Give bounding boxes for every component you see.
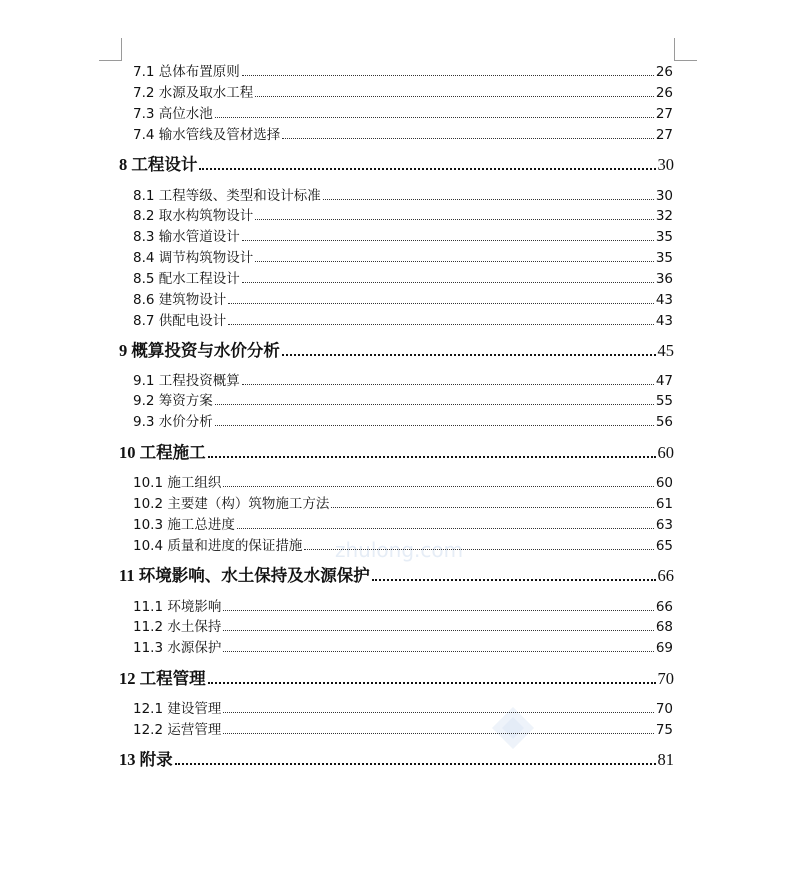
- toc-dot-leader: [208, 681, 656, 684]
- toc-entry-title: 13 附录: [119, 750, 173, 769]
- toc-page-number: 27: [655, 127, 673, 143]
- toc-entry-title: 9.3 水价分析: [133, 414, 213, 430]
- toc-chapter-entry[interactable]: [119, 153, 674, 175]
- toc-page-number: 66: [657, 566, 674, 585]
- toc-section-entry[interactable]: [133, 269, 673, 287]
- toc-entry-title: 9 概算投资与水价分析: [119, 341, 280, 360]
- toc-page-number: 45: [657, 341, 674, 360]
- toc-entry-title: 10.4 质量和进度的保证措施: [133, 538, 303, 554]
- toc-page-number: 69: [655, 640, 673, 656]
- toc-page-number: 26: [655, 64, 673, 80]
- toc-page-number: 32: [655, 208, 673, 224]
- toc-dot-leader: [228, 323, 654, 325]
- toc-dot-leader: [372, 578, 656, 581]
- toc-page-number: 26: [655, 85, 673, 101]
- toc-dot-leader: [175, 762, 656, 765]
- toc-dot-leader: [215, 403, 654, 405]
- toc-dot-leader: [199, 167, 655, 170]
- toc-section-entry[interactable]: [133, 699, 673, 717]
- toc-section-entry[interactable]: [133, 597, 673, 615]
- toc-dot-leader: [282, 137, 654, 139]
- toc-entry-title: 11.1 环境影响: [133, 599, 222, 615]
- toc-dot-leader: [223, 609, 653, 611]
- toc-page-number: 30: [657, 155, 674, 174]
- toc-dot-leader: [228, 302, 654, 304]
- toc-dot-leader: [223, 711, 653, 713]
- toc-section-entry[interactable]: [133, 494, 673, 512]
- toc-entry-title: 9.1 工程投资概算: [133, 373, 240, 389]
- toc-entry-title: 8.5 配水工程设计: [133, 271, 240, 287]
- toc-section-entry[interactable]: [133, 104, 673, 122]
- toc-page-number: 27: [655, 106, 673, 122]
- toc-chapter-entry[interactable]: [119, 339, 674, 361]
- toc-entry-title: 7.3 高位水池: [133, 106, 213, 122]
- toc-entry-title: 12.2 运营管理: [133, 722, 222, 738]
- toc-section-entry[interactable]: [133, 311, 673, 329]
- toc-entry-title: 10.2 主要建（构）筑物施工方法: [133, 496, 330, 512]
- toc-page-number: 70: [655, 701, 673, 717]
- toc-dot-leader: [242, 281, 654, 283]
- toc-entry-title: 8.2 取水构筑物设计: [133, 208, 254, 224]
- toc-entry-title: 8 工程设计: [119, 155, 198, 174]
- toc-dot-leader: [215, 424, 654, 426]
- watermark-text: zhulong.com: [335, 538, 464, 562]
- toc-section-entry[interactable]: [133, 391, 673, 409]
- toc-page-number: 81: [657, 750, 674, 769]
- toc-page-number: 43: [655, 313, 673, 329]
- toc-dot-leader: [242, 74, 654, 76]
- toc-section-entry[interactable]: [133, 371, 673, 389]
- toc-section-entry[interactable]: [133, 248, 673, 266]
- toc-entry-title: 8.3 输水管道设计: [133, 229, 240, 245]
- toc-dot-leader: [323, 198, 654, 200]
- toc-page-number: 43: [655, 292, 673, 308]
- toc-page-number: 63: [655, 517, 673, 533]
- toc-dot-leader: [304, 548, 653, 550]
- toc-section-entry[interactable]: [133, 290, 673, 308]
- toc-section-entry[interactable]: [133, 720, 673, 738]
- toc-page-number: 35: [655, 250, 673, 266]
- toc-section-entry[interactable]: [133, 638, 673, 656]
- toc-page-number: 60: [657, 443, 674, 462]
- toc-section-entry[interactable]: [133, 536, 673, 554]
- toc-dot-leader: [331, 506, 653, 508]
- toc-entry-title: 10 工程施工: [119, 443, 206, 462]
- toc-page-number: 35: [655, 229, 673, 245]
- toc-dot-leader: [242, 383, 654, 385]
- toc-chapter-entry[interactable]: [119, 564, 674, 586]
- toc-dot-leader: [223, 732, 653, 734]
- toc-entry-title: 7.2 水源及取水工程: [133, 85, 254, 101]
- toc-dot-leader: [255, 260, 654, 262]
- toc-dot-leader: [255, 218, 654, 220]
- toc-entry-title: 10.1 施工组织: [133, 475, 222, 491]
- toc-page-number: 60: [655, 475, 673, 491]
- toc-entry-title: 12 工程管理: [119, 669, 206, 688]
- toc-page-number: 66: [655, 599, 673, 615]
- toc-section-entry[interactable]: [133, 206, 673, 224]
- toc-section-entry[interactable]: [133, 62, 673, 80]
- toc-entry-title: 8.1 工程等级、类型和设计标准: [133, 188, 321, 204]
- toc-page-number: 75: [655, 722, 673, 738]
- toc-page-number: 36: [655, 271, 673, 287]
- toc-entry-title: 10.3 施工总进度: [133, 517, 235, 533]
- toc-section-entry[interactable]: [133, 83, 673, 101]
- toc-entry-title: 12.1 建设管理: [133, 701, 222, 717]
- toc-section-entry[interactable]: [133, 125, 673, 143]
- toc-entry-title: 11.2 水土保持: [133, 619, 222, 635]
- toc-entry-title: 7.1 总体布置原则: [133, 64, 240, 80]
- toc-chapter-entry[interactable]: [119, 748, 674, 770]
- toc-dot-leader: [208, 455, 656, 458]
- toc-section-entry[interactable]: [133, 186, 673, 204]
- toc-dot-leader: [223, 650, 653, 652]
- toc-page-number: 70: [657, 669, 674, 688]
- toc-dot-leader: [223, 629, 653, 631]
- toc-entry-title: 7.4 输水管线及管材选择: [133, 127, 281, 143]
- toc-section-entry[interactable]: [133, 227, 673, 245]
- toc-page-number: 65: [655, 538, 673, 554]
- toc-page-number: 47: [655, 373, 673, 389]
- toc-section-entry[interactable]: [133, 412, 673, 430]
- toc-section-entry[interactable]: [133, 617, 673, 635]
- toc-chapter-entry[interactable]: [119, 667, 674, 689]
- toc-chapter-entry[interactable]: [119, 441, 674, 463]
- toc-entry-title: 8.4 调节构筑物设计: [133, 250, 254, 266]
- toc-dot-leader: [255, 95, 654, 97]
- toc-entry-title: 8.7 供配电设计: [133, 313, 227, 329]
- toc-page-number: 30: [655, 188, 673, 204]
- toc-page-number: 68: [655, 619, 673, 635]
- toc-dot-leader: [242, 239, 654, 241]
- toc-dot-leader: [215, 116, 654, 118]
- toc-section-entry[interactable]: [133, 515, 673, 533]
- toc-entry-title: 9.2 筹资方案: [133, 393, 213, 409]
- toc-entry-title: 8.6 建筑物设计: [133, 292, 227, 308]
- toc-page-number: 56: [655, 414, 673, 430]
- toc-dot-leader: [282, 353, 656, 356]
- toc-dot-leader: [237, 527, 654, 529]
- toc-dot-leader: [223, 485, 653, 487]
- toc-page-number: 61: [655, 496, 673, 512]
- toc-entry-title: 11.3 水源保护: [133, 640, 222, 656]
- toc-entry-title: 11 环境影响、水土保持及水源保护: [119, 566, 370, 585]
- toc-page-number: 55: [655, 393, 673, 409]
- toc-section-entry[interactable]: [133, 473, 673, 491]
